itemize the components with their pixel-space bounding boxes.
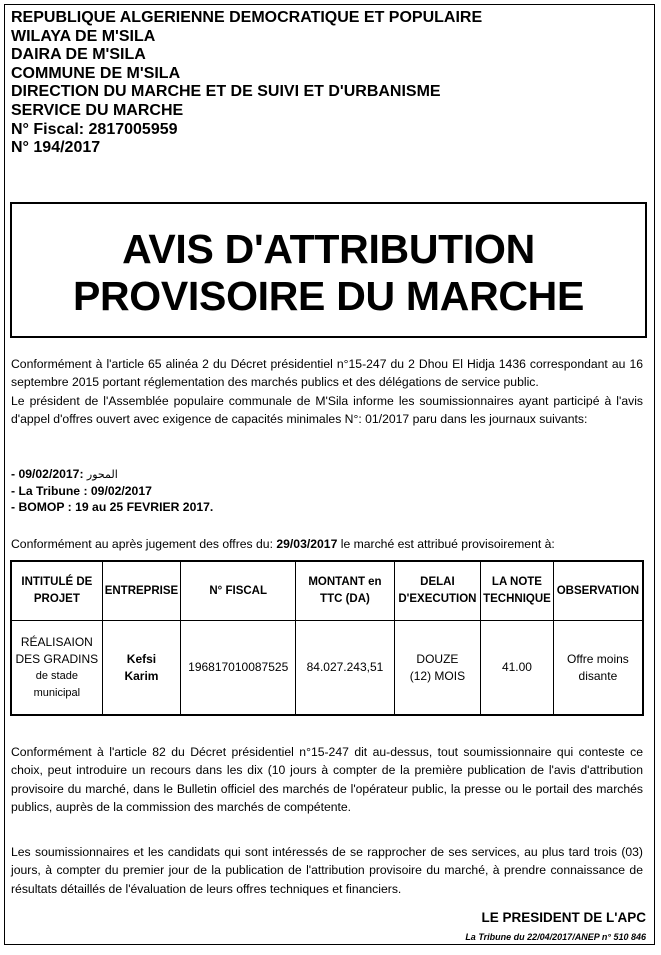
journal-item-2: - La Tribune : 09/02/2017 (11, 484, 152, 498)
header-observation: OBSERVATION (553, 561, 643, 621)
header-line-fiscal: N° Fiscal: 2817005959 (11, 120, 178, 138)
signature: LE PRESIDENT DE L'APC (481, 910, 646, 925)
header-line-commune: COMMUNE DE M'SILA (11, 64, 181, 82)
delai-line-1: DOUZE (416, 651, 459, 666)
intro-paragraphs (11, 355, 643, 429)
publication-footer: La Tribune du 22/04/2017/ANEP n° 510 846 (465, 932, 646, 942)
journal-1-date: :09/02/2017 (18, 467, 84, 481)
observation-line-2: disante (578, 668, 618, 683)
cell-projet (11, 621, 102, 716)
cell-fiscal: 196817010087525 (181, 621, 296, 716)
cell-note: 41.00 (481, 621, 554, 716)
title-line-1: AVIS D'ATTRIBUTION (122, 226, 535, 272)
attribution-date: 29/03/2017 (276, 537, 338, 551)
header-line-service: SERVICE DU MARCHE (11, 101, 184, 119)
cell-observation (553, 621, 643, 716)
intro-paragraph-2: Le président de l'Assemblée populaire communale de M'Sila informe les soumissionnaires ayant participé à l'avis d'appel d'offres ouvert avec exigence de capacités minimales N°: 01/2017 paru dans les journaux suivants: (11, 393, 643, 427)
observation-line-1: Offre moins (567, 651, 629, 666)
table-row (11, 621, 643, 716)
title-box (10, 202, 647, 338)
attribution-sentence (11, 535, 643, 553)
header-delai: DELAI D'EXECUTION (394, 561, 480, 621)
cell-montant: 84.027.243,51 (296, 621, 395, 716)
header-line-number: N° 194/2017 (11, 139, 101, 157)
cell-delai (394, 621, 480, 716)
issuer-header (11, 9, 482, 158)
header-projet: INTITULÉ DE PROJET (11, 561, 102, 621)
title-line-2: PROVISOIRE DU MARCHE (72, 273, 585, 319)
projet-line-3: de stade (35, 669, 78, 682)
header-line-direction: DIRECTION DU MARCHE ET DE SUIVI ET D'URBANISME (11, 83, 441, 101)
recours-paragraph: Conformément à l'article 82 du Décret présidentiel n°15-247 dit au-dessus, tout soumissionnaire qui conteste ce choix, peut introduire un recours dans les dix (10 jours à compter de la première publication de l'avis d'attribution provisoire du marché, dans le Bulletin officiel des marchés de l'opérateur public, la presse ou le portail des marchés publics, auprès de la commission des marchés de compétente. (11, 745, 643, 815)
projet-line-1: RÉALISAION (20, 634, 93, 649)
attribution-table (10, 560, 644, 716)
entreprise-line-1: Kefsi (126, 651, 157, 666)
attribution-text-before: Conformément au après jugement des offres du: (11, 537, 277, 551)
header-montant: MONTANT en TTC (DA) (296, 561, 395, 621)
cell-entreprise (102, 621, 181, 716)
journal-list (11, 466, 213, 515)
notice-page (4, 4, 655, 945)
header-line-wilaya: WILAYA DE M'SILA (11, 27, 156, 45)
header-fiscal: N° FISCAL (181, 561, 296, 621)
table-header-row (11, 561, 643, 621)
attribution-text-after: le marché est attribué provisoirement à: (337, 537, 555, 551)
projet-line-2: DES GRADINS (15, 651, 99, 666)
journal-item-3: - BOMOP : 19 au 25 FEVRIER 2017. (11, 500, 214, 514)
entreprise-line-2: Karim (124, 668, 159, 683)
delai-line-2: (12) MOIS (409, 668, 466, 683)
header-line-daira: DAIRA DE M'SILA (11, 46, 146, 64)
projet-line-4: municipal (33, 686, 81, 699)
header-line-republic: REPUBLIQUE ALGERIENNE DEMOCRATIQUE ET POPULAIRE (11, 9, 483, 26)
journal-1-name: المحور (86, 468, 118, 481)
journal-item-1: - المحور :09/02/2017 (11, 467, 118, 481)
header-note: LA NOTE TECHNIQUE (481, 561, 554, 621)
invitation-paragraph: Les soumissionnaires et les candidats qui sont intéressés de se rapprocher de ses services, au plus tard trois (03) jours, à compter du premier jour de la publication de l'attribution provisoire du marché, à prendre connaissance de résultats détaillés de l'évaluation de leurs offres techniques et financiers. (11, 845, 643, 896)
intro-paragraph-1: Conformément à l'article 65 alinéa 2 du Décret présidentiel n°15-247 du 2 Dhou El Hidja 1436 correspondant au 16 septembre 2015 portant réglementation des marchés publics et des délégations de service public. (11, 357, 643, 390)
header-entreprise: ENTREPRISE (102, 561, 181, 621)
